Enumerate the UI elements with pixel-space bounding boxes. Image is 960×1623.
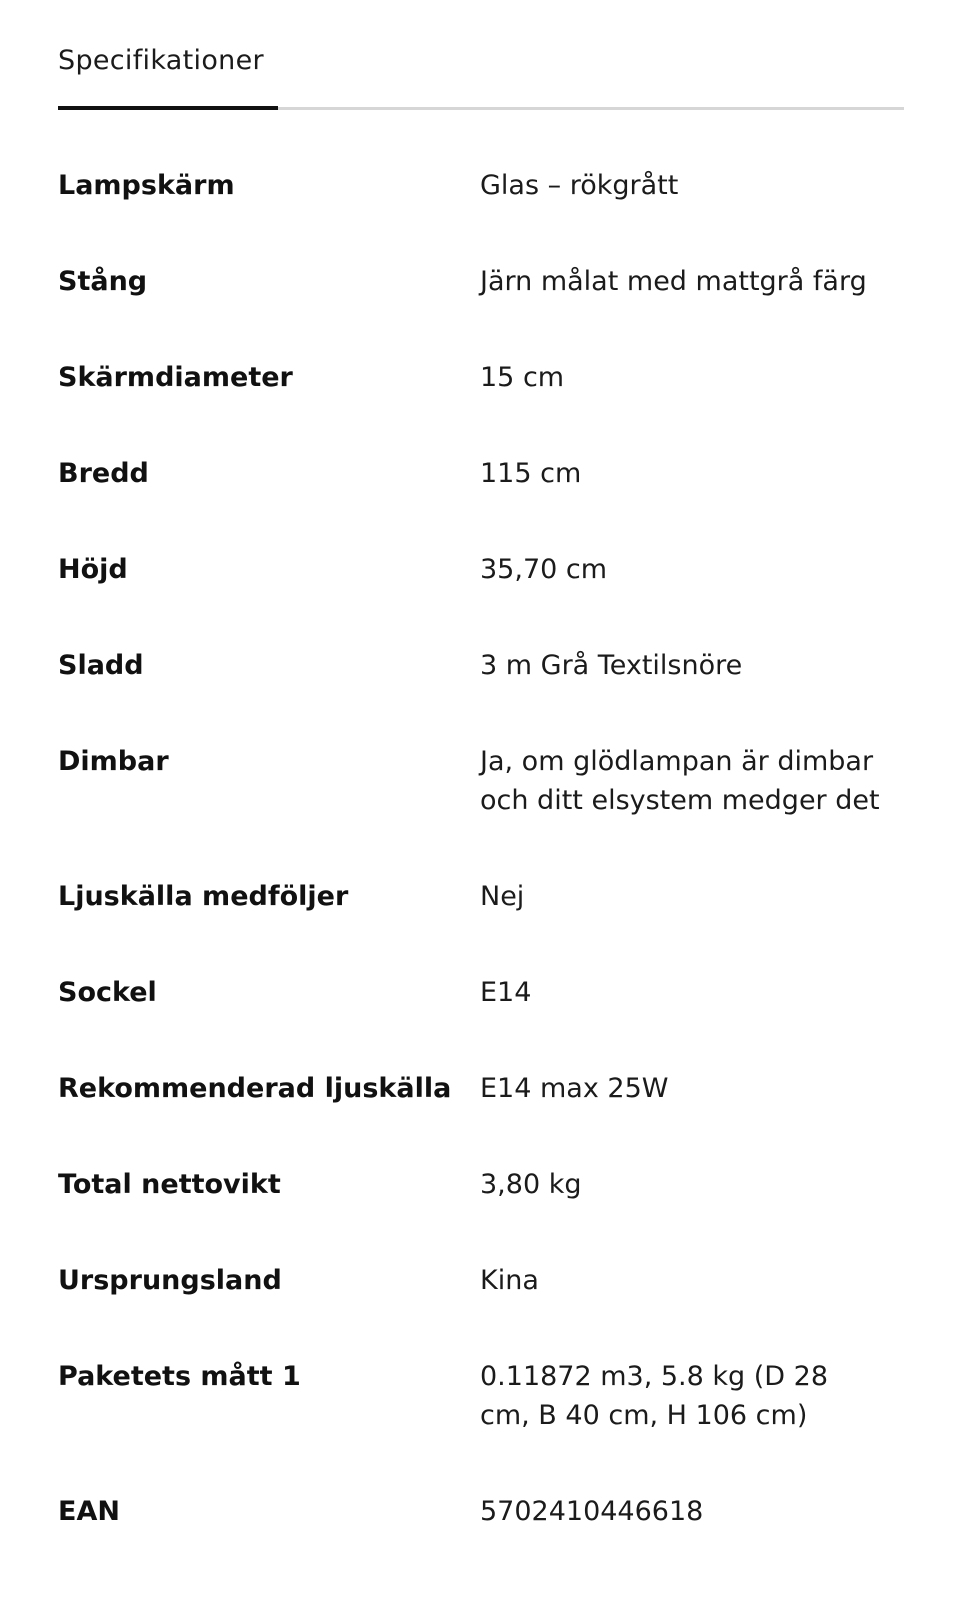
spec-label: Höjd	[58, 554, 128, 585]
spec-label: Dimbar	[58, 746, 169, 777]
tab-active-indicator	[58, 106, 278, 110]
spec-label: Lampskärm	[58, 170, 235, 201]
spec-label: Paketets mått 1	[58, 1361, 301, 1392]
spec-row-sockel	[58, 973, 904, 1012]
tab-specifications[interactable]: Specifikationer	[58, 45, 264, 76]
spec-value: 0.11872 m3, 5.8 kg (D 28 cm, B 40 cm, H 106 cm)	[480, 1361, 829, 1431]
spec-label: Total nettovikt	[58, 1169, 281, 1200]
spec-value: Nej	[480, 881, 525, 912]
spec-row-bredd	[58, 454, 904, 493]
spec-row-ean	[58, 1492, 904, 1531]
spec-label: Ljuskälla medföljer	[58, 881, 349, 912]
spec-label: Sladd	[58, 650, 144, 681]
spec-row-rekommenderad-ljuskalla	[58, 1069, 904, 1108]
spec-row-ursprungsland	[58, 1261, 904, 1300]
spec-value: Glas – rökgrått	[480, 170, 679, 201]
spec-value: Ja, om glödlampan är dimbar och ditt elsystem medger det	[480, 746, 880, 816]
spec-row-total-nettovikt	[58, 1165, 904, 1204]
spec-row-dimbar	[58, 742, 904, 820]
spec-value: 3 m Grå Textilsnöre	[480, 650, 743, 681]
spec-value: Kina	[480, 1265, 539, 1296]
spec-row-skarmdiameter	[58, 358, 904, 397]
spec-table	[58, 166, 904, 1588]
spec-row-lampskarm	[58, 166, 904, 205]
spec-value: 115 cm	[480, 458, 582, 489]
spec-label: Ursprungsland	[58, 1265, 282, 1296]
spec-label: Rekommenderad ljuskälla	[58, 1073, 452, 1104]
spec-value: E14	[480, 977, 532, 1008]
tab-bar	[58, 0, 904, 112]
spec-label: Stång	[58, 266, 148, 297]
spec-value: 35,70 cm	[480, 554, 608, 585]
spec-value: 3,80 kg	[480, 1169, 582, 1200]
spec-row-paketets-matt	[58, 1357, 904, 1435]
spec-row-stang	[58, 262, 904, 301]
spec-label: Skärmdiameter	[58, 362, 293, 393]
spec-row-ljuskalla-medfoljer	[58, 877, 904, 916]
spec-row-sladd	[58, 646, 904, 685]
spec-label: Bredd	[58, 458, 149, 489]
spec-value: Järn målat med mattgrå färg	[480, 266, 867, 297]
spec-value: E14 max 25W	[480, 1073, 669, 1104]
spec-row-hojd	[58, 550, 904, 589]
spec-label: EAN	[58, 1496, 120, 1527]
spec-value: 5702410446618	[480, 1496, 704, 1527]
spec-label: Sockel	[58, 977, 157, 1008]
spec-value: 15 cm	[480, 362, 565, 393]
